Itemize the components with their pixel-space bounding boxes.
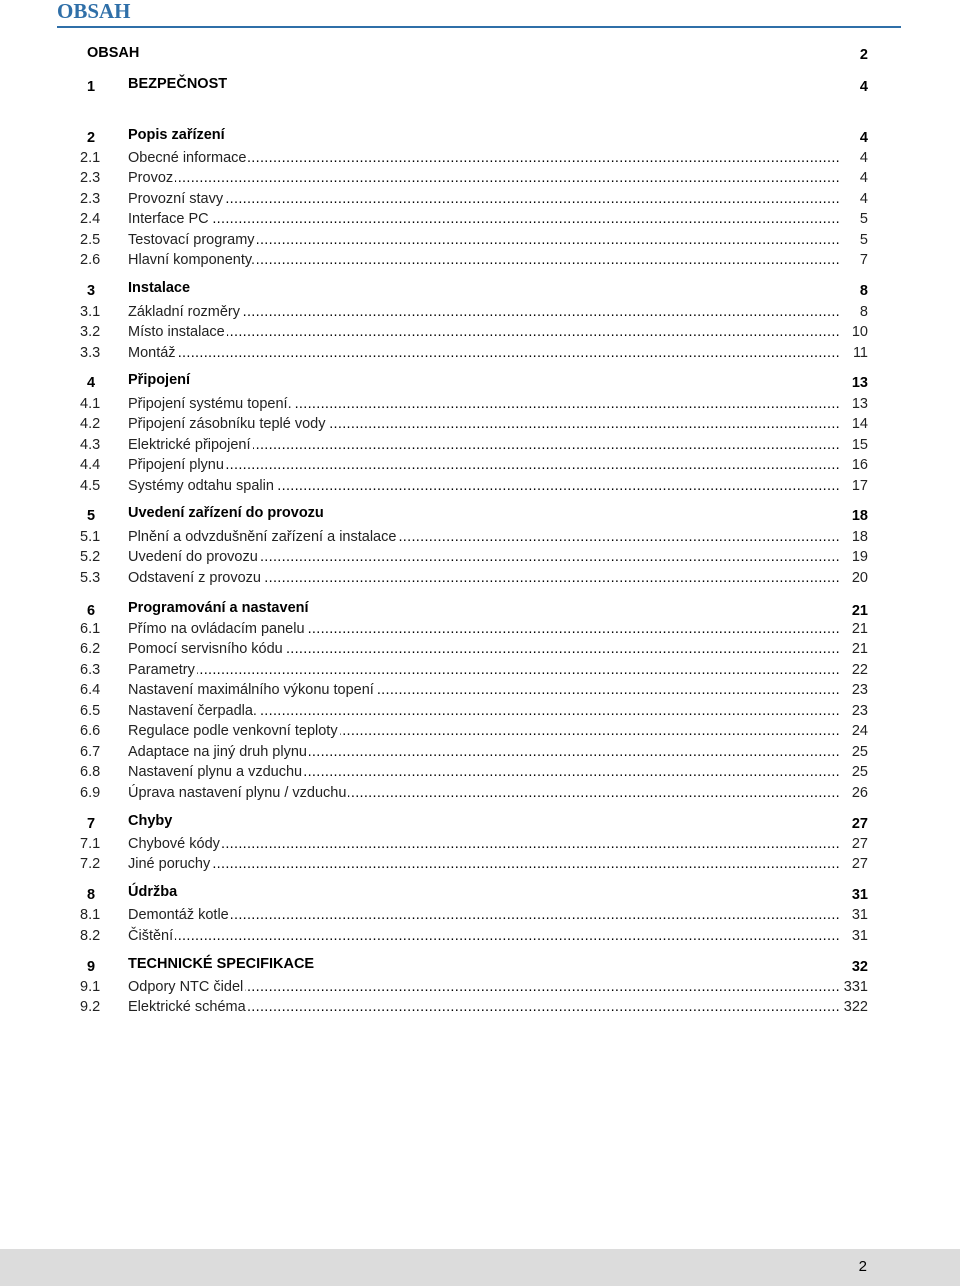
entry-number: 4 xyxy=(87,375,96,391)
entry-title: Jiné poruchy xyxy=(128,856,211,872)
entry-page-number: 7 xyxy=(859,252,868,268)
entry-title: Uvedení zařízení do provozu xyxy=(128,505,324,521)
entry-page-number: 8 xyxy=(859,283,868,299)
toc-entry[interactable] xyxy=(80,476,868,496)
toc-entry[interactable] xyxy=(80,527,868,547)
toc-section-6[interactable] xyxy=(80,598,868,618)
toc-entry[interactable] xyxy=(80,435,868,455)
toc-entry[interactable] xyxy=(80,394,868,414)
entry-title: TECHNICKÉ SPECIFIKACE xyxy=(128,956,315,972)
entry-title: Nastavení plynu a vzduchu xyxy=(128,764,303,780)
dot-leader xyxy=(128,209,840,229)
footer-page-number: 2 xyxy=(858,1258,867,1275)
entry-page-number: 27 xyxy=(851,856,868,872)
entry-number: 6.7 xyxy=(80,744,101,760)
entry-page-number: 27 xyxy=(851,816,868,832)
toc-entry[interactable] xyxy=(80,414,868,434)
toc-entry[interactable] xyxy=(80,783,868,803)
entry-number: 4.5 xyxy=(80,478,101,494)
entry-page-number: 23 xyxy=(851,703,868,719)
page-header-title: OBSAH xyxy=(57,0,131,23)
toc-entry[interactable] xyxy=(80,660,868,680)
entry-title: Adaptace na jiný druh plynu xyxy=(128,744,307,760)
entry-number: 9.2 xyxy=(80,999,101,1015)
entry-title: Systémy odtahu spalin xyxy=(128,478,274,494)
entry-number: 6.5 xyxy=(80,703,101,719)
entry-page-number: 20 xyxy=(851,570,868,586)
entry-number: 1 xyxy=(87,79,96,95)
toc-entry[interactable] xyxy=(80,701,868,721)
entry-page-number: 18 xyxy=(851,529,868,545)
toc-entry[interactable] xyxy=(80,977,868,997)
toc-entry[interactable] xyxy=(80,148,868,168)
toc-section-2[interactable] xyxy=(80,125,868,145)
entry-title: Regulace podle venkovní teploty xyxy=(128,723,338,739)
entry-number: 6.3 xyxy=(80,662,101,678)
entry-number: 2.3 xyxy=(80,191,101,207)
dot-leader xyxy=(128,343,840,363)
entry-number: 2.6 xyxy=(80,252,101,268)
entry-title: Instalace xyxy=(128,280,191,296)
entry-number: 2.1 xyxy=(80,150,101,166)
entry-number: 2.4 xyxy=(80,211,101,227)
toc-section-9[interactable] xyxy=(80,954,868,974)
toc-entry[interactable] xyxy=(80,762,868,782)
entry-title: Čištění xyxy=(128,928,174,944)
entry-title: BEZPEČNOST xyxy=(128,76,228,92)
entry-title: Chyby xyxy=(128,813,173,829)
toc-section-3[interactable] xyxy=(80,278,868,298)
toc-entry[interactable] xyxy=(80,680,868,700)
entry-page-number: 23 xyxy=(851,682,868,698)
entry-page-number: 22 xyxy=(851,662,868,678)
entry-page-number: 31 xyxy=(851,928,868,944)
entry-page-number: 26 xyxy=(851,785,868,801)
entry-number: 5 xyxy=(87,508,96,524)
entry-page-number: 10 xyxy=(851,324,868,340)
entry-number: 6.4 xyxy=(80,682,101,698)
entry-page-number: 21 xyxy=(851,621,868,637)
entry-page-number: 322 xyxy=(843,999,868,1015)
toc-entry[interactable] xyxy=(80,302,868,322)
entry-title: Chybové kódy xyxy=(128,836,220,852)
entry-title: Úprava nastavení plynu / vzduchu xyxy=(128,785,347,801)
entry-page-number: 13 xyxy=(851,375,868,391)
entry-title: Plnění a odvzdušnění zařízení a instalace xyxy=(128,529,397,545)
dot-leader xyxy=(128,834,840,854)
entry-title: Připojení systému topení. xyxy=(128,396,292,412)
entry-number: 7.2 xyxy=(80,856,101,872)
entry-page-number: 14 xyxy=(851,416,868,432)
entry-page-number: 15 xyxy=(851,437,868,453)
toc-section-8[interactable] xyxy=(80,882,868,902)
entry-number: 4.2 xyxy=(80,416,101,432)
entry-page-number: 27 xyxy=(851,836,868,852)
entry-title: Hlavní komponenty. xyxy=(128,252,256,268)
toc-section-5[interactable] xyxy=(80,503,868,523)
entry-page-number: 13 xyxy=(851,396,868,412)
entry-page-number: 4 xyxy=(859,191,868,207)
entry-page-number: 18 xyxy=(851,508,868,524)
entry-title: Testovací programy xyxy=(128,232,255,248)
entry-page-number: 19 xyxy=(851,549,868,565)
entry-title: Odstavení z provozu xyxy=(128,570,261,586)
entry-page-number: 11 xyxy=(852,345,868,361)
entry-number: 5.3 xyxy=(80,570,101,586)
entry-title: Elektrické připojení xyxy=(128,437,251,453)
entry-page-number: 4 xyxy=(859,150,868,166)
entry-title: Elektrické schéma xyxy=(128,999,246,1015)
dot-leader xyxy=(128,322,840,342)
entry-title: Nastavení čerpadla. xyxy=(128,703,257,719)
footer-bar xyxy=(0,1249,960,1286)
entry-title: Obecné informace xyxy=(128,150,247,166)
entry-number: 3.1 xyxy=(80,304,101,320)
entry-page-number: 21 xyxy=(851,603,868,619)
toc-entry[interactable] xyxy=(80,834,868,854)
toc-section-7[interactable] xyxy=(80,811,868,831)
entry-number: 3.3 xyxy=(80,345,101,361)
toc-entry[interactable] xyxy=(80,905,868,925)
toc-title-row xyxy=(87,43,868,63)
entry-number: 7 xyxy=(87,816,96,832)
entry-number: 3 xyxy=(87,283,96,299)
toc-entry[interactable] xyxy=(80,926,868,946)
entry-number: 2 xyxy=(87,130,96,146)
entry-page-number: 16 xyxy=(851,457,868,473)
dot-leader xyxy=(128,926,840,946)
dot-leader xyxy=(128,660,840,680)
entry-number: 2.5 xyxy=(80,232,101,248)
entry-page-number: 31 xyxy=(851,887,868,903)
toc-entry[interactable] xyxy=(80,568,868,588)
entry-number: 2.3 xyxy=(80,170,101,186)
entry-title: Provozní stavy xyxy=(128,191,224,207)
entry-title: Nastavení maximálního výkonu topení xyxy=(128,682,374,698)
entry-number: 8.1 xyxy=(80,907,101,923)
entry-title: Demontáž kotle xyxy=(128,907,229,923)
toc-section-4[interactable] xyxy=(80,370,868,390)
entry-title: Místo instalace xyxy=(128,324,225,340)
entry-page-number: 17 xyxy=(851,478,868,494)
toc-title-page: 2 xyxy=(859,47,868,63)
entry-page-number: 31 xyxy=(851,907,868,923)
entry-number: 6 xyxy=(87,603,96,619)
entry-number: 8 xyxy=(87,887,96,903)
entry-number: 9 xyxy=(87,959,96,975)
entry-title: Připojení zásobníku teplé vody xyxy=(128,416,326,432)
entry-title: Parametry xyxy=(128,662,195,678)
entry-title: Odpory NTC čidel xyxy=(128,979,244,995)
entry-number: 6.8 xyxy=(80,764,101,780)
entry-page-number: 8 xyxy=(859,304,868,320)
entry-title: Připojení plynu xyxy=(128,457,224,473)
toc-entry[interactable] xyxy=(80,721,868,741)
entry-title: Interface PC xyxy=(128,211,209,227)
entry-title: Programování a nastavení xyxy=(128,600,309,616)
toc-entry[interactable] xyxy=(80,322,868,342)
entry-page-number: 4 xyxy=(859,130,868,146)
entry-title: Uvedení do provozu xyxy=(128,549,258,565)
toc-section-1[interactable] xyxy=(80,74,868,94)
entry-page-number: 25 xyxy=(851,744,868,760)
toc-entry[interactable] xyxy=(80,619,868,639)
entry-title: Údržba xyxy=(128,884,178,900)
entry-number: 6.6 xyxy=(80,723,101,739)
entry-title: Přímo na ovládacím panelu xyxy=(128,621,305,637)
dot-leader xyxy=(128,455,840,475)
entry-number: 6.9 xyxy=(80,785,101,801)
entry-number: 5.1 xyxy=(80,529,101,545)
entry-number: 5.2 xyxy=(80,549,101,565)
entry-page-number: 21 xyxy=(851,641,868,657)
entry-title: Montáž xyxy=(128,345,176,361)
toc-entry[interactable] xyxy=(80,639,868,659)
toc-entry[interactable] xyxy=(80,742,868,762)
entry-number: 6.2 xyxy=(80,641,101,657)
dot-leader xyxy=(128,168,840,188)
entry-number: 4.1 xyxy=(80,396,101,412)
toc-entry[interactable] xyxy=(80,250,868,270)
toc-entry[interactable] xyxy=(80,189,868,209)
toc-entry[interactable] xyxy=(80,230,868,250)
toc-entry[interactable] xyxy=(80,343,868,363)
dot-leader xyxy=(128,905,840,925)
entry-number: 4.3 xyxy=(80,437,101,453)
toc-entry[interactable] xyxy=(80,209,868,229)
entry-title: Provoz xyxy=(128,170,174,186)
entry-page-number: 24 xyxy=(851,723,868,739)
entry-number: 7.1 xyxy=(80,836,101,852)
toc-entry[interactable] xyxy=(80,854,868,874)
entry-page-number: 331 xyxy=(843,979,868,995)
toc-entry[interactable] xyxy=(80,547,868,567)
entry-title: Základní rozměry xyxy=(128,304,241,320)
entry-number: 3.2 xyxy=(80,324,101,340)
entry-page-number: 4 xyxy=(859,170,868,186)
toc-entry[interactable] xyxy=(80,455,868,475)
entry-number: 6.1 xyxy=(80,621,101,637)
toc-entry[interactable] xyxy=(80,997,868,1017)
dot-leader xyxy=(128,854,840,874)
toc-entry[interactable] xyxy=(80,168,868,188)
entry-title: Pomocí servisního kódu xyxy=(128,641,283,657)
entry-page-number: 25 xyxy=(851,764,868,780)
entry-number: 4.4 xyxy=(80,457,101,473)
entry-number: 9.1 xyxy=(80,979,101,995)
entry-title: Popis zařízení xyxy=(128,127,225,143)
entry-page-number: 32 xyxy=(851,959,868,975)
dot-leader xyxy=(128,189,840,209)
entry-number: 8.2 xyxy=(80,928,101,944)
entry-page-number: 5 xyxy=(859,211,868,227)
entry-page-number: 5 xyxy=(859,232,868,248)
entry-title: Připojení xyxy=(128,372,191,388)
entry-page-number: 4 xyxy=(859,79,868,95)
toc-title: OBSAH xyxy=(87,45,140,61)
